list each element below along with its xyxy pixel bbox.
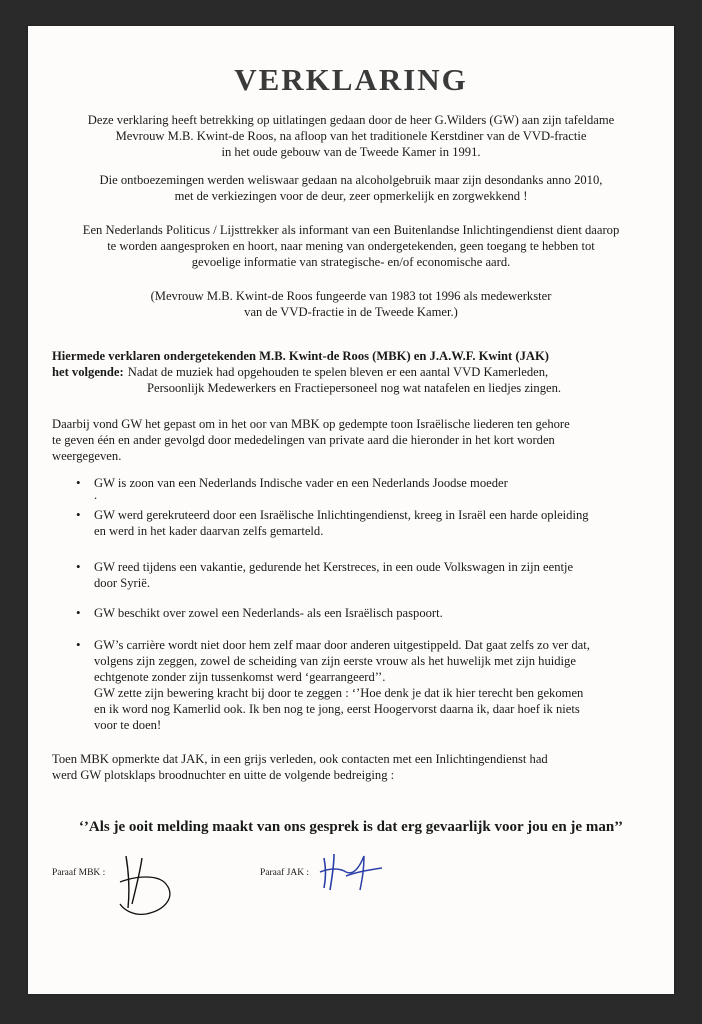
bullet-dot-icon: •	[76, 637, 81, 652]
intro-paragraph	[48, 112, 654, 160]
bullet-text	[94, 475, 660, 502]
bullet-line: GW’s carrière wordt niet door hem zelf maar door anderen uitgestippeld. Dat gaat zelfs zo ver dat,	[94, 638, 590, 652]
signature-jak	[316, 846, 386, 896]
bullet-text	[94, 605, 660, 621]
toen-line: Toen MBK opmerkte dat JAK, in een grijs verleden, ook contacten met een Inlichtingendienst had	[52, 752, 548, 766]
daarbij-line: te geven één en ander gevolgd door mededelingen van private aard die hieronder in het kort worden	[52, 433, 555, 447]
bullet-dot-icon: •	[76, 507, 81, 522]
declaration-heading: Hiermede verklaren ondergetekenden M.B. Kwint-de Roos (MBK) en J.A.W.F. Kwint (JAK)	[52, 349, 549, 363]
mevrouw-paragraph	[48, 288, 654, 320]
document-sheet	[28, 26, 674, 994]
bullet-line: .	[94, 488, 98, 502]
daarbij-paragraph	[52, 416, 660, 464]
bullet-text	[94, 637, 660, 733]
bullet-text	[94, 507, 660, 539]
ontboezemingen-line: Die ontboezemingen werden weliswaar gedaan na alcoholgebruik maar zijn desondanks anno 2010,	[99, 173, 603, 187]
declaration-line: Persoonlijk Medewerkers en Fractiepersoneel nog wat natafelen en liedjes zingen.	[147, 381, 562, 395]
toen-line: werd GW plotsklaps broodnuchter en uitte de volgende bedreiging :	[52, 768, 395, 782]
declaration-line: Nadat de muziek had opgehouden te spelen bleven er een aantal VVD Kamerleden,	[127, 365, 549, 379]
politicus-line: te worden aangesproken en hoort, naar mening van ondergetekenden, geen toegang te hebben tot	[107, 239, 595, 253]
bullet-line: GW beschikt over zowel een Nederlands- als een Israëlisch paspoort.	[94, 606, 443, 620]
mevrouw-line: van de VVD-fractie in de Tweede Kamer.)	[244, 305, 458, 319]
intro-line: in het oude gebouw van de Tweede Kamer in 1991.	[221, 145, 481, 159]
paraaf-mbk-label: Paraaf MBK :	[52, 868, 106, 878]
bullet-line: echtgenote zonder zijn tussenkomst werd ‘gearrangeerd’’.	[94, 670, 386, 684]
mevrouw-line: (Mevrouw M.B. Kwint-de Roos fungeerde van 1983 tot 1996 als medewerkster	[150, 289, 552, 303]
bullet-dot-icon: •	[76, 559, 81, 574]
bullet-line: en ik word nog Kamerlid ook. Ik ben nog te jong, eerst Hoogervorst daarna ik, daar hoef ik niets	[94, 702, 580, 716]
document-title: VERKLARING	[234, 62, 468, 97]
intro-line: Deze verklaring heeft betrekking op uitlatingen gedaan door de heer G.Wilders (GW) aan zijn tafeldame	[87, 113, 615, 127]
threat-quote: ‘’Als je ooit melding maakt van ons gesprek is dat erg gevaarlijk voor jou en je man’’	[78, 819, 624, 835]
daarbij-line: weergegeven.	[52, 449, 122, 463]
declaration-section	[52, 348, 660, 396]
bullet-line: GW reed tijdens een vakantie, gedurende het Kerstreces, in een oude Volkswagen in zijn eentje	[94, 560, 574, 574]
declaration-label: het volgende:	[52, 365, 124, 379]
politicus-paragraph	[48, 222, 654, 270]
bullet-line: GW werd gerekruteerd door een Israëlische Inlichtingendienst, kreeg in Israël een harde opleiding	[94, 508, 589, 522]
signature-mbk	[106, 848, 186, 918]
toen-paragraph	[52, 751, 660, 783]
ontboezemingen-paragraph	[48, 172, 654, 204]
bullet-line: door Syrië.	[94, 576, 150, 590]
paraaf-jak-label: Paraaf JAK :	[260, 868, 310, 878]
politicus-line: Een Nederlands Politicus / Lijsttrekker als informant van een Buitenlandse Inlichtingendienst dient daarop	[82, 223, 620, 237]
bullet-text	[94, 559, 660, 591]
bullet-line: GW is zoon van een Nederlands Indische vader en een Nederlands Joodse moeder	[94, 476, 508, 490]
bullet-line: voor te doen!	[94, 718, 162, 732]
declaration-row	[52, 364, 660, 380]
politicus-line: gevoelige informatie van strategische- en/of economische aard.	[191, 255, 511, 269]
bullet-line: volgens zijn zeggen, zowel de scheiding van zijn eerste vrouw als het huwelijk met zijn huidige	[94, 654, 576, 668]
bullet-line: en werd in het kader daarvan zelfs gemarteld.	[94, 524, 324, 538]
intro-line: Mevrouw M.B. Kwint-de Roos, na afloop van het traditionele Kerstdiner van de VVD-fractie	[115, 129, 587, 143]
bullet-dot-icon: •	[76, 605, 81, 620]
bullet-dot-icon: •	[76, 475, 81, 490]
bullet-line: GW zette zijn bewering kracht bij door te zeggen : ‘’Hoe denk je dat ik hier terecht ben gekomen	[94, 686, 584, 700]
ontboezemingen-line: met de verkiezingen voor de deur, zeer opmerkelijk en zorgwekkend !	[174, 189, 528, 203]
daarbij-line: Daarbij vond GW het gepast om in het oor van MBK op gedempte toon Israëlische liederen ten gehore	[52, 417, 570, 431]
